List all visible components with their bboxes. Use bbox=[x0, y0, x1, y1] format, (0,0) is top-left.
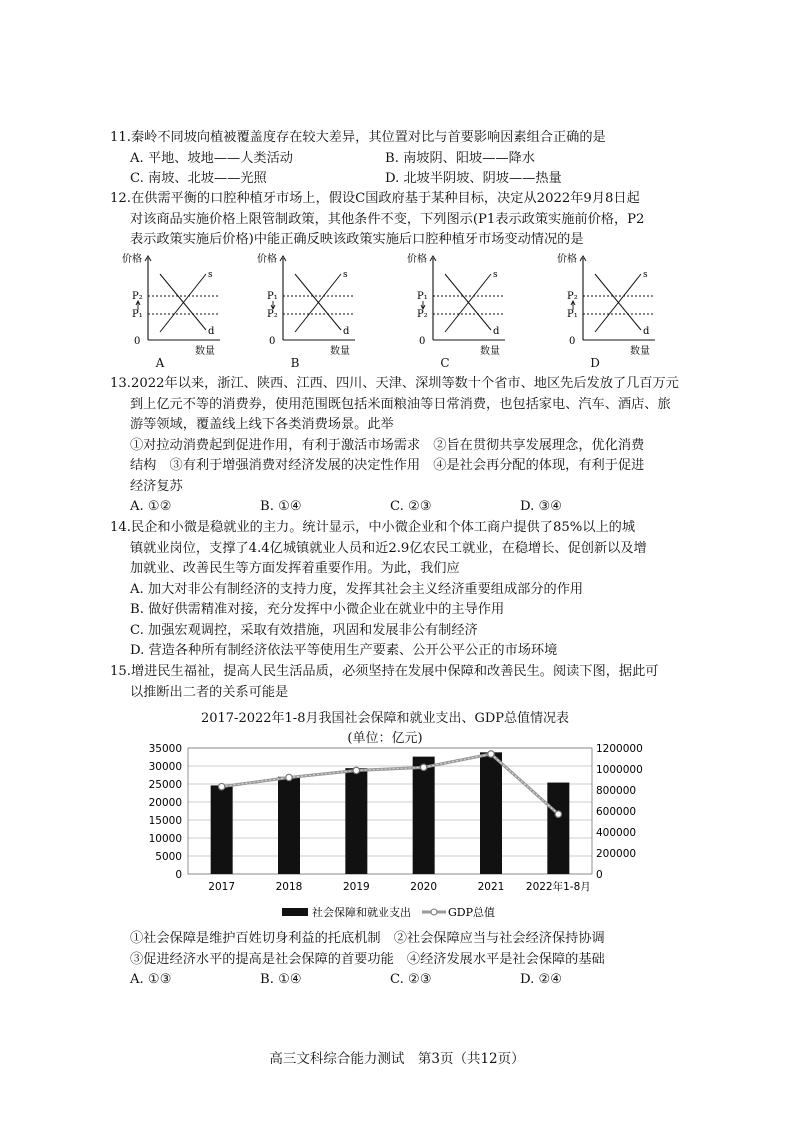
question-15-statements bbox=[110, 929, 690, 991]
category-label: 2017 bbox=[208, 881, 236, 893]
origin-label: 0 bbox=[269, 336, 276, 347]
q13-line-4: ①对拉动消费起到促进作用，有利于激活市场需求 ②旨在贯彻共享发展理念，优化消费 bbox=[130, 437, 645, 453]
supply-demand-graph bbox=[120, 252, 232, 357]
gdp-point bbox=[555, 811, 561, 817]
category-label: 2018 bbox=[275, 881, 303, 893]
q12-line-1: 12.在供需平衡的口腔种植牙市场上，假设C国政府基于某种目标，决定从2022年9月8日起 bbox=[110, 191, 640, 206]
q13-line-6: 经济复苏 bbox=[130, 478, 183, 494]
left-tick-label: 5000 bbox=[155, 851, 182, 863]
right-tick-label: 400000 bbox=[596, 827, 637, 839]
right-tick-label: 1200000 bbox=[596, 743, 643, 755]
q11-options-row1 bbox=[110, 149, 690, 170]
q12-line-2: 对该商品实施价格上限管制政策，其他条件不变，下列图示(P1表示政策实施前价格，P2 bbox=[130, 211, 645, 227]
graph-caption: A bbox=[155, 356, 165, 370]
q13-line-5: 结构 ③有利于增强消费对经济发展的决定性作用 ④是社会再分配的体现，有利于促进 bbox=[130, 458, 645, 473]
legend-bar-swatch bbox=[282, 908, 308, 916]
right-tick-label: 600000 bbox=[596, 806, 637, 818]
upper-price-label: P₁ bbox=[417, 291, 428, 302]
q11-option-c: C. 南坡、北坡——光照 bbox=[130, 171, 267, 186]
gdp-point bbox=[286, 774, 292, 780]
supply-label: s bbox=[208, 270, 213, 280]
left-tick-label: 30000 bbox=[148, 761, 182, 773]
q13-option-a: A. ①② bbox=[130, 499, 172, 514]
arrow-down-icon bbox=[421, 301, 425, 309]
right-tick-label: 200000 bbox=[596, 848, 637, 860]
price-label: 价格 bbox=[407, 254, 427, 265]
q12-graph-c bbox=[405, 252, 517, 370]
q15-statement-1: ①社会保障是维护百姓切身利益的托底机制 ②社会保障应当与社会经济保持协调 bbox=[130, 931, 605, 946]
q14-line-2: 镇就业岗位，支撑了4.4亿城镇就业人员和近2.9亿农民工就业，在稳增长、促创新以及增 bbox=[130, 540, 647, 556]
bar bbox=[413, 757, 435, 874]
right-tick-label: 800000 bbox=[596, 785, 637, 797]
left-tick-label: 10000 bbox=[148, 833, 182, 845]
gdp-point bbox=[353, 767, 359, 773]
chart-title: 2017-2022年1-8月我国社会保障和就业支出、GDP总值情况表 bbox=[200, 711, 570, 726]
plot-frame bbox=[188, 748, 592, 874]
question-15 bbox=[110, 662, 690, 703]
legend-line-marker bbox=[431, 909, 437, 915]
q13-line-1: 13.2022年以来，浙江、陕西、江西、四川、天津、深圳等数十个省市、地区先后发放了几百万元 bbox=[110, 376, 679, 391]
bar bbox=[278, 777, 300, 874]
q15-line-1: 15.增进民生福祉，提高人民生活品质，必须坚持在发展中保障和改善民生。阅读下图，据此可 bbox=[110, 664, 659, 679]
gdp-point bbox=[420, 764, 426, 770]
category-label: 2019 bbox=[342, 881, 370, 893]
q15-option-a: A. ①③ bbox=[130, 972, 172, 987]
origin-label: 0 bbox=[569, 336, 576, 347]
q11-options-row2 bbox=[110, 169, 690, 190]
question-14 bbox=[110, 518, 690, 662]
price-label: 价格 bbox=[557, 254, 577, 265]
category-label: 2021 bbox=[477, 881, 505, 893]
chart-subtitle: (单位：亿元) bbox=[347, 731, 423, 746]
q15-option-d: D. ②④ bbox=[520, 972, 563, 987]
question-12 bbox=[110, 189, 690, 251]
demand-label: d bbox=[493, 326, 500, 337]
q13-option-d: D. ③④ bbox=[520, 499, 563, 514]
q15-options bbox=[110, 970, 690, 991]
upper-price-label: P₂ bbox=[567, 291, 578, 302]
combo-chart bbox=[130, 742, 670, 924]
q14-option-a: A. 加大对非公有制经济的支持力度，发挥其社会主义经济重要组成部分的作用 bbox=[130, 581, 584, 597]
left-tick-label: 20000 bbox=[148, 797, 182, 809]
q13-line-2: 到上亿元不等的消费券，使用范围既包括米面粮油等日常消费，也包括家电、汽车、酒店、旅 bbox=[130, 396, 671, 412]
left-tick-label: 0 bbox=[175, 869, 182, 881]
q12-graph-b bbox=[255, 252, 367, 370]
gdp-point bbox=[218, 783, 224, 789]
page-footer: 高三文科综合能力测试 第3页（共12页） bbox=[269, 1051, 525, 1067]
q11-option-d: D. 北坡半阴坡、阴坡——热量 bbox=[385, 171, 562, 186]
quantity-label: 数量 bbox=[480, 346, 500, 357]
q15-line-2: 以推断出二者的关系可能是 bbox=[130, 684, 289, 700]
upper-price-label: P₁ bbox=[267, 291, 278, 302]
origin-label: 0 bbox=[134, 336, 141, 347]
graph-caption: B bbox=[290, 356, 300, 370]
graph-caption: C bbox=[440, 356, 450, 370]
q13-line-3: 游等领域，覆盖线上线下各类消费场景。此举 bbox=[130, 417, 394, 432]
right-tick-label: 1000000 bbox=[596, 764, 643, 776]
q14-option-d: D. 营造各种所有制经济依法平等使用生产要素、公开公平公正的市场环境 bbox=[130, 643, 558, 658]
q11-option-b: B. 南坡阴、阳坡——降水 bbox=[385, 150, 535, 166]
lower-price-label: P₁ bbox=[132, 309, 143, 320]
q11-option-a: A. 平地、坡地——人类活动 bbox=[130, 150, 293, 166]
lower-price-label: P₂ bbox=[267, 309, 278, 320]
graph-caption: D bbox=[590, 356, 600, 370]
origin-label: 0 bbox=[419, 336, 426, 347]
q13-options bbox=[110, 497, 690, 518]
bar bbox=[211, 785, 233, 874]
legend-bar-label: 社会保障和就业支出 bbox=[312, 906, 411, 919]
right-tick-label: 0 bbox=[596, 869, 603, 881]
q14-line-3: 加就业、改善民生等方面发挥着重要作用。为此，我们应 bbox=[130, 561, 460, 576]
demand-label: d bbox=[343, 326, 350, 337]
supply-demand-graph bbox=[255, 252, 367, 357]
bar bbox=[480, 752, 502, 874]
bar bbox=[345, 768, 367, 874]
lower-price-label: P₁ bbox=[567, 309, 578, 320]
arrow-down-icon bbox=[271, 301, 275, 309]
q12-graph-d bbox=[555, 252, 667, 370]
upper-price-label: P₂ bbox=[132, 291, 143, 302]
q11-stem: 11.秦岭不同坡向植被覆盖度存在较大差异，其位置对比与首要影响因素组合正确的是 bbox=[110, 130, 606, 145]
q13-option-b: B. ①④ bbox=[260, 499, 302, 514]
q14-line-1: 14.民企和小微是稳就业的主力。统计显示，中小微企业和个体工商户提供了85%以上的城 bbox=[110, 520, 636, 535]
demand-label: d bbox=[208, 326, 215, 337]
q12-graph-a bbox=[120, 252, 232, 370]
quantity-label: 数量 bbox=[330, 346, 350, 357]
question-11 bbox=[110, 128, 690, 190]
left-tick-label: 15000 bbox=[148, 815, 182, 827]
q14-option-c: C. 加强宏观调控，采取有效措施，巩固和发展非公有制经济 bbox=[130, 622, 478, 638]
left-tick-label: 25000 bbox=[148, 779, 182, 791]
quantity-label: 数量 bbox=[630, 346, 650, 357]
q15-option-b: B. ①④ bbox=[260, 972, 302, 987]
quantity-label: 数量 bbox=[195, 346, 215, 357]
question-13 bbox=[110, 374, 690, 518]
bar bbox=[547, 783, 569, 874]
q13-option-c: C. ②③ bbox=[390, 499, 432, 514]
q15-option-c: C. ②③ bbox=[390, 972, 432, 987]
supply-label: s bbox=[493, 270, 498, 280]
price-label: 价格 bbox=[122, 254, 142, 265]
q15-statement-2: ③促进经济水平的提高是社会保障的首要功能 ④经济发展水平是社会保障的基础 bbox=[130, 951, 605, 967]
category-label: 2022年1-8月 bbox=[525, 881, 591, 893]
supply-demand-graph bbox=[555, 252, 667, 357]
category-label: 2020 bbox=[410, 881, 438, 893]
left-tick-label: 35000 bbox=[148, 743, 182, 755]
supply-demand-graph bbox=[405, 252, 517, 357]
price-label: 价格 bbox=[257, 254, 277, 265]
q12-line-3: 表示政策实施后价格)中能正确反映该政策实施后口腔种植牙市场变动情况的是 bbox=[130, 232, 584, 247]
lower-price-label: P₂ bbox=[417, 309, 428, 320]
legend-line-label: GDP总值 bbox=[448, 906, 496, 919]
supply-label: s bbox=[343, 270, 348, 280]
supply-label: s bbox=[643, 270, 648, 280]
q14-option-b: B. 做好供需精准对接，充分发挥中小微企业在就业中的主导作用 bbox=[130, 602, 505, 617]
gdp-point bbox=[488, 751, 494, 757]
demand-label: d bbox=[643, 326, 650, 337]
